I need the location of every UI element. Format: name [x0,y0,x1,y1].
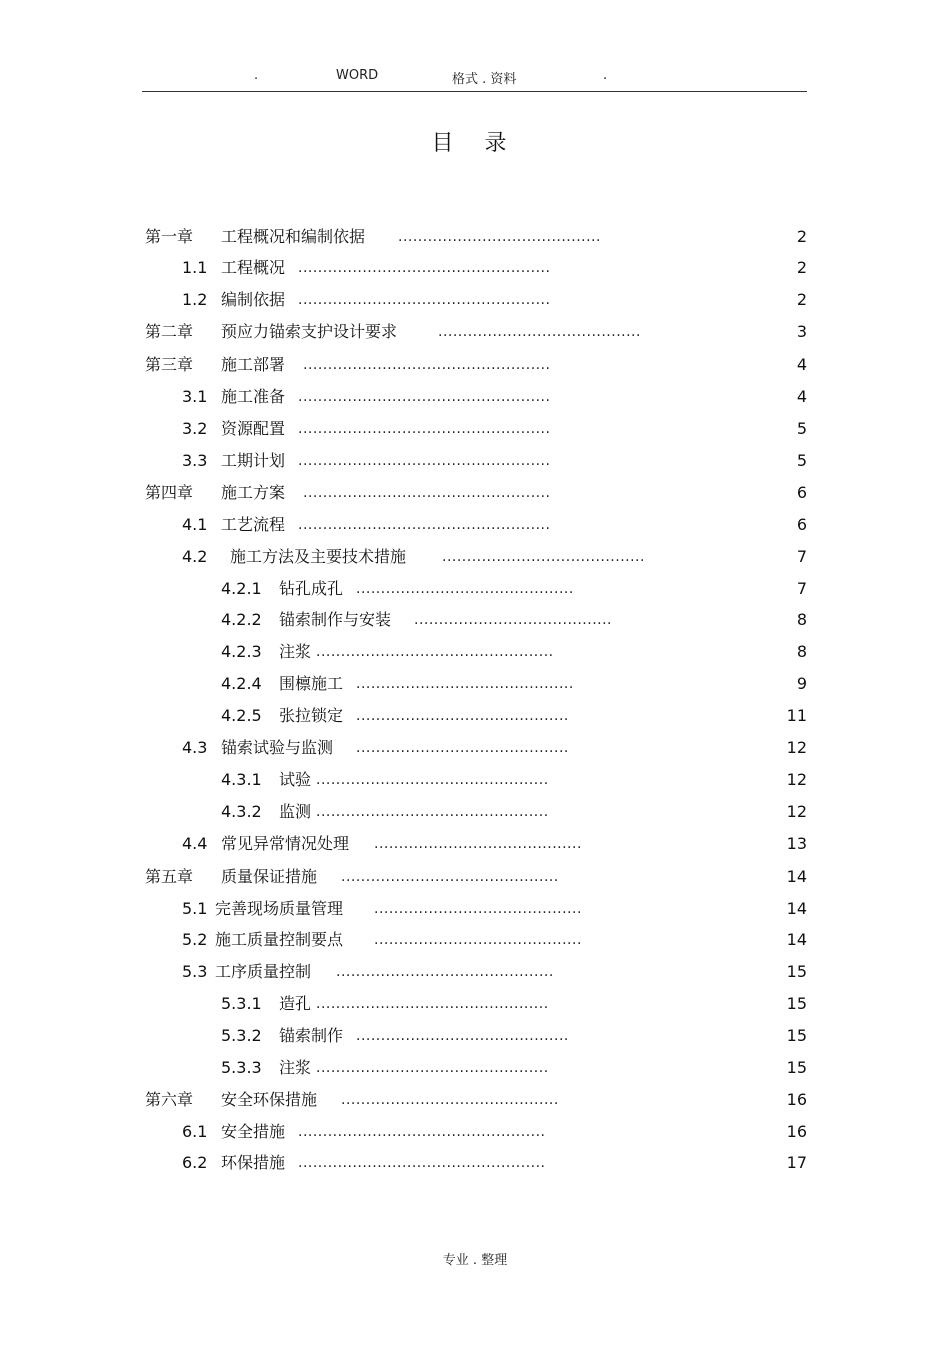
header-format: 格式 . 资料 [452,72,517,87]
toc-entry-page: 9 [796,674,807,693]
header-rule [142,91,807,92]
toc-entry-number: 第一章 [145,227,194,246]
toc-entry-leader: ............................................ [356,676,574,692]
toc-entry-label: 施工准备 [221,387,286,406]
toc-entry-number: 3.1 [182,387,208,406]
toc-entry-page: 7 [796,579,807,598]
toc-entry-number: 1.1 [182,258,208,277]
toc-entry-leader: ........................................... [356,740,569,756]
toc-entry-leader: ............................................ [356,581,574,597]
toc-entry-number: 第四章 [145,483,194,502]
toc-entry-number: 4.2 [182,547,208,566]
toc-entry-label: 工程概况 [221,258,286,277]
toc-entry-label: 试验 [279,770,312,789]
toc-entry-page: 2 [796,227,807,246]
toc-entry-page: 16 [786,1090,807,1109]
toc-entry-label: 质量保证措施 [221,867,318,886]
toc-entry-page: 15 [786,1026,807,1045]
toc-entry-number: 4.3 [182,738,208,757]
toc-entry-page: 6 [796,515,807,534]
toc-entry-label: 安全措施 [221,1122,286,1141]
toc-entry-leader: .......................................... [374,901,582,917]
toc-entry[interactable] [0,704,950,728]
toc-entry-page: 8 [796,642,807,661]
toc-entry[interactable] [0,481,950,505]
toc-entry[interactable] [0,1088,950,1112]
toc-entry-label: 监测 [279,802,312,821]
toc-entry[interactable] [0,1056,950,1080]
toc-entry-label: 工程概况和编制依据 [221,227,366,246]
page-title: 目 录 [431,131,519,156]
toc-entry-number: 5.3.3 [221,1058,262,1077]
header-dot-right: . [603,68,608,83]
toc-entry-number: 第五章 [145,867,194,886]
toc-entry-leader: ........................................ [414,612,613,628]
toc-entry-label: 工期计划 [221,451,286,470]
toc-entry-page: 13 [786,834,807,853]
toc-entry[interactable] [0,736,950,760]
toc-entry-leader: ............................................ [341,1092,559,1108]
toc-entry-leader: .................................................. [303,357,551,373]
toc-entry-label: 环保措施 [221,1153,286,1172]
toc-entry-label: 资源配置 [221,419,286,438]
toc-entry-number: 第三章 [145,355,194,374]
toc-entry-leader: ........................................... [356,1028,569,1044]
toc-entry-page: 14 [786,867,807,886]
toc-entry-number: 5.1 [182,899,208,918]
toc-entry-leader: ........................................... [356,708,569,724]
toc-entry[interactable] [0,385,950,409]
toc-entry-page: 8 [796,610,807,629]
toc-entry[interactable] [0,672,950,696]
toc-entry-number: 4.1 [182,515,208,534]
toc-entry[interactable] [0,449,950,473]
toc-entry-number: 1.2 [182,290,208,309]
toc-entry-leader: ................................................ [316,644,554,660]
toc-entry[interactable] [0,1024,950,1048]
toc-entry[interactable] [0,513,950,537]
toc-entry-number: 3.3 [182,451,208,470]
toc-entry[interactable] [0,1151,950,1175]
toc-entry-number: 第二章 [145,322,194,341]
toc-entry-number: 4.3.1 [221,770,262,789]
toc-entry[interactable] [0,353,950,377]
toc-entry-leader: ................................................... [298,292,551,308]
toc-entry[interactable] [0,1120,950,1144]
toc-entry-label: 完善现场质量管理 [215,899,344,918]
toc-entry-page: 12 [786,738,807,757]
toc-entry-page: 6 [796,483,807,502]
toc-entry[interactable] [0,288,950,312]
toc-entry-leader: .......................................... [374,932,582,948]
toc-entry-label: 施工部署 [221,355,286,374]
toc-entry-label: 安全环保措施 [221,1090,318,1109]
toc-entry[interactable] [0,545,950,569]
toc-entry-page: 14 [786,930,807,949]
toc-entry-page: 11 [786,706,807,725]
toc-entry-label: 常见异常情况处理 [221,834,350,853]
toc-entry-leader: ................................................... [298,453,551,469]
toc-entry-number: 4.2.4 [221,674,262,693]
toc-entry[interactable] [0,608,950,632]
toc-entry-label: 施工质量控制要点 [215,930,344,949]
toc-entry-page: 17 [786,1153,807,1172]
toc-entry-leader: .......................................... [374,836,582,852]
toc-entry-number: 6.2 [182,1153,208,1172]
toc-entry[interactable] [0,865,950,889]
toc-entry[interactable] [0,640,950,664]
toc-entry-page: 16 [786,1122,807,1141]
toc-entry-label: 围檩施工 [279,674,344,693]
toc-entry-label: 注浆 [279,1058,312,1077]
toc-entry-page: 4 [796,355,807,374]
toc-entry-number: 6.1 [182,1122,208,1141]
toc-entry-leader: ............................................... [316,804,549,820]
toc-entry[interactable] [0,832,950,856]
toc-entry[interactable] [0,992,950,1016]
toc-entry-leader: ......................................... [442,549,645,565]
toc-entry[interactable] [0,800,950,824]
toc-entry-number: 4.2.2 [221,610,262,629]
toc-entry-label: 施工方案 [221,483,286,502]
toc-entry[interactable] [0,897,950,921]
toc-entry-page: 15 [786,994,807,1013]
toc-entry-page: 4 [796,387,807,406]
toc-entry-label: 钻孔成孔 [279,579,344,598]
toc-entry-label: 锚索试验与监测 [221,738,334,757]
toc-entry-page: 5 [796,451,807,470]
toc-entry[interactable] [0,225,950,249]
page-footer: 专业 . 整理 [442,1253,508,1268]
toc-entry-page: 2 [796,290,807,309]
toc-entry-number: 4.4 [182,834,208,853]
toc-entry-number: 4.2.1 [221,579,262,598]
toc-entry-page: 12 [786,802,807,821]
toc-entry[interactable] [0,320,950,344]
toc-entry-label: 预应力锚索支护设计要求 [221,322,398,341]
toc-entry-leader: .................................................. [298,1124,546,1140]
toc-entry[interactable] [0,768,950,792]
toc-entry[interactable] [0,256,950,280]
toc-entry[interactable] [0,960,950,984]
toc-entry[interactable] [0,928,950,952]
toc-entry-leader: .................................................. [298,1155,546,1171]
toc-entry-label: 施工方法及主要技术措施 [230,547,407,566]
toc-entry-label: 工艺流程 [221,515,286,534]
toc-entry-leader: ............................................ [336,964,554,980]
toc-entry-page: 2 [796,258,807,277]
toc-entry-leader: ................................................... [298,517,551,533]
toc-entry-leader: ......................................... [398,229,601,245]
toc-entry-leader: ......................................... [438,324,641,340]
toc-entry-leader: ................................................... [298,389,551,405]
toc-entry[interactable] [0,577,950,601]
toc-entry-page: 7 [796,547,807,566]
toc-entry-number: 5.3.1 [221,994,262,1013]
toc-entry-number: 第六章 [145,1090,194,1109]
toc-entry-leader: ................................................... [298,421,551,437]
toc-entry-label: 工序质量控制 [215,962,312,981]
toc-entry-page: 12 [786,770,807,789]
toc-entry-leader: ............................................... [316,996,549,1012]
toc-entry-leader: .................................................. [303,485,551,501]
toc-entry-page: 14 [786,899,807,918]
toc-entry-label: 编制依据 [221,290,286,309]
header-word: WORD [336,68,379,83]
toc-entry-number: 5.3 [182,962,208,981]
toc-entry[interactable] [0,417,950,441]
toc-entry-number: 4.2.3 [221,642,262,661]
toc-entry-number: 5.2 [182,930,208,949]
toc-entry-page: 15 [786,1058,807,1077]
toc-entry-label: 张拉锁定 [279,706,344,725]
toc-entry-label: 锚索制作与安装 [279,610,392,629]
toc-entry-leader: ............................................ [341,869,559,885]
toc-entry-leader: ............................................... [316,772,549,788]
toc-entry-label: 注浆 [279,642,312,661]
toc-entry-number: 4.2.5 [221,706,262,725]
toc-entry-leader: ................................................... [298,260,551,276]
toc-entry-page: 5 [796,419,807,438]
toc-entry-leader: ............................................... [316,1060,549,1076]
toc-entry-number: 3.2 [182,419,208,438]
toc-entry-number: 4.3.2 [221,802,262,821]
toc-entry-label: 造孔 [279,994,312,1013]
toc-entry-number: 5.3.2 [221,1026,262,1045]
toc-entry-page: 3 [796,322,807,341]
toc-entry-page: 15 [786,962,807,981]
toc-entry-label: 锚索制作 [279,1026,344,1045]
header-dot-left: . [254,68,259,83]
